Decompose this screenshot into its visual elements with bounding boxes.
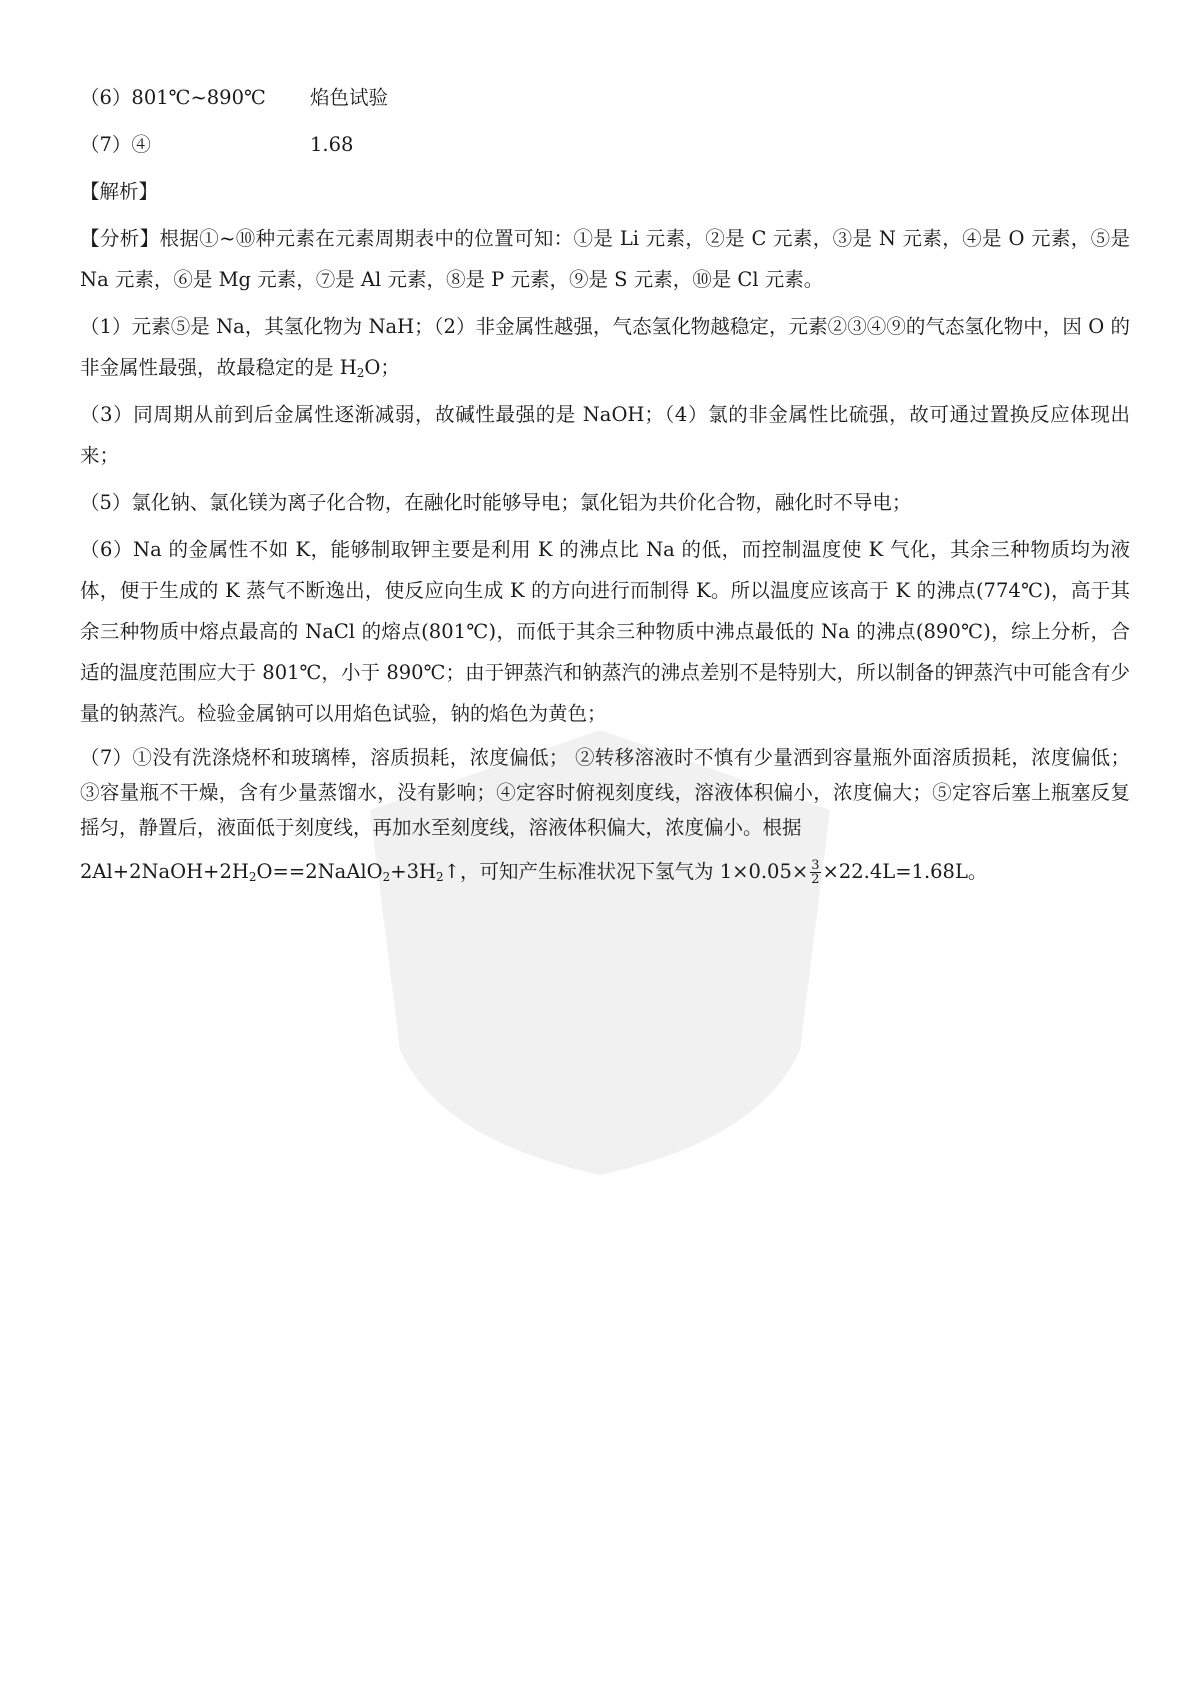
answer-6-label: （6）801℃~890℃ — [80, 86, 266, 109]
analysis-paragraph-5: （6）Na 的金属性不如 K，能够制取钾主要是利用 K 的沸点比 Na 的低，而控制温度使 K 气化，其余三种物质均为液体，便于生成的 K 蒸气不断逸出，使反应向生成 K 的方向进行而制得 K。所以温度应该高于 K 的沸点(774℃)，高于其余三种物质中熔点最高的 NaCl 的熔点(801℃)，而低于其余三种物质中沸点最低的 Na 的沸点(890℃)，综上分析，合适的温度范围应大于 801℃，小于 890℃；由于钾蒸汽和钠蒸汽的沸点差别不是特别大，所以制备的钾蒸汽中可能含有少量的钠蒸汽。检验金属钠可以用焰色试验，钠的焰色为黄色； — [80, 538, 1130, 725]
answer-7-value: 1.68 — [310, 133, 354, 156]
analysis-paragraph-3: （3）同周期从前到后金属性逐渐减弱，故碱性最强的是 NaOH；（4）氯的非金属性比硫强，故可通过置换反应体现出来； — [80, 403, 1130, 467]
analysis-paragraph-4: （5）氯化钠、氯化镁为离子化合物，在融化时能够导电；氯化铝为共价化合物，融化时不导电； — [80, 491, 912, 514]
analysis-paragraph-2: （1）元素⑤是 Na，其氢化物为 NaH；（2）非金属性越强，气态氢化物越稳定，元素②③④⑨的气态氢化物中，因 O 的非金属性最强，故最稳定的是 $H_2O$； — [80, 315, 1130, 380]
analysis-paragraph-1: 【分析】根据①~⑩种元素在元素周期表中的位置可知：①是 Li 元素，②是 C 元素，③是 N 元素，④是 O 元素，⑤是 Na 元素，⑥是 Mg 元素，⑦是 Al 元素，⑧是 P 元素，⑨是 S 元素，⑩是 Cl 元素。 — [80, 227, 1130, 291]
answer-7-label: （7）④ — [80, 133, 151, 156]
answer-row-6 — [80, 82, 1130, 129]
reaction-equation: $2Al+2NaOH+2H_2O==2NaAlO_2+3H_2↑$，可知产生标准状况下氢气为 1×0.05× $\frac{3}{2}$ ×22.4L=1.68L。 — [80, 858, 988, 887]
fraction-three-halves: $\frac{3}{2}$ — [811, 858, 820, 887]
answer-explanation — [80, 82, 1130, 898]
answer-6-value: 焰色试验 — [310, 86, 389, 109]
section-heading: 【解析】 — [80, 180, 159, 203]
analysis-paragraph-6: （7）①没有洗涤烧杯和玻璃棒，溶质损耗，浓度偏低； ②转移溶液时不慎有少量洒到容量瓶外面溶质损耗，浓度偏低； ③容量瓶不干燥，含有少量蒸馏水，没有影响；④定容时俯视刻度线，溶液体积偏小，浓度偏大；⑤定容后塞上瓶塞反复摇匀，静置后，液面低于刻度线，再加水至刻度线，溶液体积偏大，浓度偏小。根据 — [80, 746, 1130, 839]
answer-row-7 — [80, 129, 1130, 176]
